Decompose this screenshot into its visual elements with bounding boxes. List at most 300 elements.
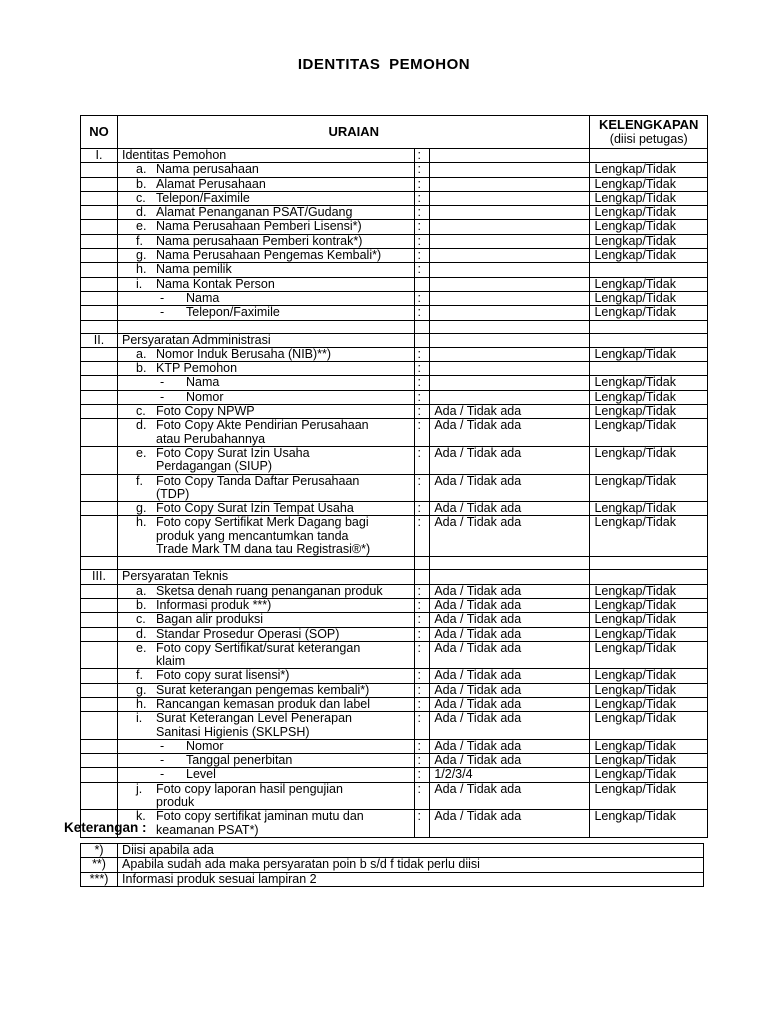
- row-number: [81, 291, 118, 305]
- completeness-cell: Lengkap/Tidak: [590, 697, 708, 711]
- completeness-cell: [590, 149, 708, 163]
- item-label: k.: [136, 809, 146, 824]
- availability-cell: [430, 306, 590, 320]
- table-row: [81, 206, 708, 220]
- row-description: [118, 333, 415, 347]
- item-line: [136, 726, 414, 739]
- item-line: [136, 249, 414, 262]
- row-description: [118, 598, 415, 612]
- colon-cell: :: [414, 516, 430, 557]
- item-text: Persyaratan Admministrasi: [122, 332, 271, 347]
- item-text: Surat Keterangan Level Penerapan: [156, 711, 352, 726]
- item-line: [136, 178, 414, 191]
- row-number: [81, 177, 118, 191]
- colon-cell: :: [414, 627, 430, 641]
- item-text: Foto copy surat lisensi*): [156, 668, 290, 683]
- row-number: [81, 598, 118, 612]
- completeness-cell: Lengkap/Tidak: [590, 669, 708, 683]
- item-label: h.: [136, 262, 147, 277]
- empty-cell: [81, 320, 118, 333]
- row-number: [81, 306, 118, 320]
- availability-cell: [430, 570, 590, 584]
- availability-cell: Ada / Tidak ada: [430, 516, 590, 557]
- availability-cell: Ada / Tidak ada: [430, 405, 590, 419]
- row-number: [81, 683, 118, 697]
- table-row: [81, 446, 708, 474]
- availability-cell: [430, 163, 590, 177]
- note-mark: **): [81, 858, 118, 872]
- item-label: f.: [136, 473, 143, 488]
- item-label: c.: [136, 190, 146, 205]
- item-label: b.: [136, 597, 147, 612]
- item-line: [136, 488, 414, 501]
- item-label: g.: [136, 682, 147, 697]
- table-row: [81, 249, 708, 263]
- empty-cell: [430, 557, 590, 570]
- item-text-continued: (TDP): [156, 486, 190, 501]
- empty-row: [81, 320, 708, 333]
- table-row: [81, 782, 708, 810]
- colon-cell: :: [414, 669, 430, 683]
- item-line: [136, 684, 414, 697]
- availability-cell: Ada / Tidak ada: [430, 669, 590, 683]
- table-row: [81, 627, 708, 641]
- row-description: [118, 163, 415, 177]
- item-text: Sketsa denah ruang penanganan produk: [156, 583, 383, 598]
- completeness-cell: Lengkap/Tidak: [590, 502, 708, 516]
- row-description: [118, 446, 415, 474]
- item-line: [136, 712, 414, 725]
- item-line: [136, 278, 414, 291]
- item-text: Nomor Induk Berusaha (NIB)**): [156, 346, 332, 361]
- item-line: [136, 348, 414, 361]
- empty-cell: [118, 557, 415, 570]
- row-description: [118, 390, 415, 404]
- row-number: [81, 347, 118, 361]
- item-line: [136, 698, 414, 711]
- colon-cell: :: [414, 810, 430, 838]
- header-no: NO: [81, 116, 118, 149]
- item-label: e.: [136, 640, 147, 655]
- row-description: [118, 376, 415, 390]
- row-number: [81, 263, 118, 277]
- availability-cell: Ada / Tidak ada: [430, 584, 590, 598]
- availability-cell: Ada / Tidak ada: [430, 739, 590, 753]
- item-text: Identitas Pemohon: [122, 148, 227, 162]
- row-number: [81, 376, 118, 390]
- item-text: KTP Pemohon: [156, 361, 238, 376]
- note-row: [81, 858, 704, 872]
- completeness-cell: [590, 362, 708, 376]
- table-row: [81, 516, 708, 557]
- colon-cell: :: [414, 249, 430, 263]
- row-description: [118, 347, 415, 361]
- completeness-cell: Lengkap/Tidak: [590, 584, 708, 598]
- row-number: [81, 234, 118, 248]
- item-label: h.: [136, 515, 147, 530]
- item-label: -: [160, 738, 165, 753]
- item-text: Telepon/Faximile: [156, 190, 250, 205]
- item-label: e.: [136, 445, 147, 460]
- completeness-cell: Lengkap/Tidak: [590, 683, 708, 697]
- item-label: h.: [136, 696, 147, 711]
- item-text-continued: Trade Mark TM dana tau Registrasi®*): [156, 542, 371, 557]
- item-line: [136, 376, 414, 389]
- row-description: [118, 697, 415, 711]
- row-description: [118, 234, 415, 248]
- item-line: [136, 585, 414, 598]
- colon-cell: :: [414, 782, 430, 810]
- item-line: [136, 220, 414, 233]
- item-label: b.: [136, 176, 147, 191]
- item-line: [136, 419, 414, 432]
- item-line: [136, 543, 414, 556]
- item-text: Foto Copy NPWP: [156, 404, 255, 419]
- empty-row: [81, 557, 708, 570]
- item-text: Standar Prosedur Operasi (SOP): [156, 626, 340, 641]
- item-text: Level: [186, 767, 216, 782]
- item-text-continued: keamanan PSAT*): [156, 822, 259, 837]
- availability-cell: Ada / Tidak ada: [430, 474, 590, 502]
- availability-cell: [430, 149, 590, 163]
- note-mark: ***): [81, 872, 118, 886]
- availability-cell: [430, 291, 590, 305]
- item-text: Nama Perusahaan Pemberi Lisensi*): [156, 219, 362, 234]
- item-text: Alamat Perusahaan: [156, 176, 266, 191]
- availability-cell: [430, 333, 590, 347]
- availability-cell: [430, 191, 590, 205]
- availability-cell: [430, 249, 590, 263]
- table-row: [81, 419, 708, 447]
- row-number: [81, 206, 118, 220]
- row-description: [118, 277, 415, 291]
- table-row: [81, 163, 708, 177]
- item-line: [136, 613, 414, 626]
- item-text: Foto copy laporan hasil pengujian: [156, 781, 343, 796]
- completeness-cell: Lengkap/Tidak: [590, 206, 708, 220]
- row-number: [81, 277, 118, 291]
- table-header-row: [81, 116, 708, 149]
- item-line: [136, 740, 414, 753]
- row-number: [81, 669, 118, 683]
- table-row: [81, 405, 708, 419]
- completeness-cell: Lengkap/Tidak: [590, 768, 708, 782]
- table-row: [81, 362, 708, 376]
- item-line: [136, 599, 414, 612]
- item-label: i.: [136, 711, 143, 726]
- row-description: [118, 613, 415, 627]
- colon-cell: :: [414, 584, 430, 598]
- item-line: [136, 306, 414, 319]
- completeness-cell: [590, 333, 708, 347]
- item-label: -: [160, 305, 165, 320]
- row-description: [118, 362, 415, 376]
- availability-cell: Ada / Tidak ada: [430, 613, 590, 627]
- item-text-continued: Sanitasi Higienis (SKLPSH): [156, 724, 310, 739]
- completeness-cell: [590, 570, 708, 584]
- item-text: Rancangan kemasan produk dan label: [156, 696, 371, 711]
- item-line: [136, 447, 414, 460]
- item-label: -: [160, 389, 165, 404]
- row-description: [118, 641, 415, 669]
- row-number: [81, 191, 118, 205]
- table-row: [81, 220, 708, 234]
- item-text: Foto Copy Akte Pendirian Perusahaan: [156, 418, 369, 433]
- item-label: -: [160, 753, 165, 768]
- row-number: [81, 627, 118, 641]
- item-text-continued: Perdagangan (SIUP): [156, 459, 273, 474]
- completeness-cell: Lengkap/Tidak: [590, 163, 708, 177]
- item-label: b.: [136, 361, 147, 376]
- colon-cell: :: [414, 712, 430, 740]
- completeness-cell: Lengkap/Tidak: [590, 419, 708, 447]
- completeness-cell: Lengkap/Tidak: [590, 782, 708, 810]
- table-row: [81, 291, 708, 305]
- item-line: [136, 768, 414, 781]
- row-description: [118, 291, 415, 305]
- item-text: Persyaratan Teknis: [122, 569, 229, 584]
- item-label: c.: [136, 404, 146, 419]
- empty-cell: [590, 557, 708, 570]
- notes-table: [80, 843, 704, 887]
- item-label: g.: [136, 501, 147, 516]
- completeness-cell: Lengkap/Tidak: [590, 291, 708, 305]
- colon-cell: :: [414, 263, 430, 277]
- item-line: [136, 655, 414, 668]
- table-row: [81, 306, 708, 320]
- row-number: [81, 220, 118, 234]
- item-label: c.: [136, 612, 146, 627]
- item-line: [136, 475, 414, 488]
- table-row: [81, 234, 708, 248]
- item-text: Foto copy Sertifikat/surat keterangan: [156, 640, 361, 655]
- item-label: f.: [136, 668, 143, 683]
- section-row: [81, 333, 708, 347]
- completeness-cell: Lengkap/Tidak: [590, 474, 708, 502]
- item-line: [136, 405, 414, 418]
- row-number: [81, 149, 118, 163]
- item-text: Nama Kontak Person: [156, 276, 275, 291]
- item-text: Telepon/Faximile: [186, 305, 280, 320]
- note-text: Apabila sudah ada maka persyaratan poin b s/d f tidak perlu diisi: [118, 858, 704, 872]
- row-description: [118, 419, 415, 447]
- colon-cell: [414, 570, 430, 584]
- table-row: [81, 191, 708, 205]
- availability-cell: [430, 362, 590, 376]
- row-description: [118, 627, 415, 641]
- item-text: Surat keterangan pengemas kembali*): [156, 682, 370, 697]
- availability-cell: Ada / Tidak ada: [430, 627, 590, 641]
- item-label: a.: [136, 346, 147, 361]
- row-number: [81, 474, 118, 502]
- row-number: [81, 405, 118, 419]
- availability-cell: [430, 376, 590, 390]
- row-description: [118, 405, 415, 419]
- empty-cell: [81, 557, 118, 570]
- table-row: [81, 502, 708, 516]
- header-kelengkapan-title: KELENGKAPAN: [599, 117, 699, 132]
- completeness-cell: Lengkap/Tidak: [590, 613, 708, 627]
- row-description: [118, 263, 415, 277]
- item-text: Foto copy Sertifikat Merk Dagang bagi: [156, 515, 369, 530]
- colon-cell: :: [414, 306, 430, 320]
- row-number: [81, 613, 118, 627]
- availability-cell: Ada / Tidak ada: [430, 419, 590, 447]
- availability-cell: Ada / Tidak ada: [430, 598, 590, 612]
- empty-cell: [430, 320, 590, 333]
- item-text: Nomor: [186, 389, 224, 404]
- completeness-cell: Lengkap/Tidak: [590, 627, 708, 641]
- completeness-cell: Lengkap/Tidak: [590, 347, 708, 361]
- colon-cell: :: [414, 220, 430, 234]
- availability-cell: [430, 347, 590, 361]
- colon-cell: :: [414, 598, 430, 612]
- table-row: [81, 768, 708, 782]
- availability-cell: Ada / Tidak ada: [430, 697, 590, 711]
- row-description: [118, 739, 415, 753]
- row-description: [118, 177, 415, 191]
- row-number: [81, 754, 118, 768]
- completeness-cell: Lengkap/Tidak: [590, 390, 708, 404]
- item-line: [136, 292, 414, 305]
- availability-cell: [430, 277, 590, 291]
- item-line: [136, 783, 414, 796]
- colon-cell: :: [414, 502, 430, 516]
- table-row: [81, 683, 708, 697]
- item-text: Foto Copy Surat Izin Usaha: [156, 445, 310, 460]
- availability-cell: Ada / Tidak ada: [430, 754, 590, 768]
- completeness-cell: Lengkap/Tidak: [590, 220, 708, 234]
- item-label: g.: [136, 248, 147, 263]
- availability-cell: [430, 220, 590, 234]
- completeness-cell: Lengkap/Tidak: [590, 446, 708, 474]
- colon-cell: :: [414, 390, 430, 404]
- item-text: Bagan alir produksi: [156, 612, 264, 627]
- empty-cell: [414, 320, 430, 333]
- row-description: [118, 669, 415, 683]
- item-line: [136, 810, 414, 823]
- completeness-cell: Lengkap/Tidak: [590, 641, 708, 669]
- completeness-cell: Lengkap/Tidak: [590, 598, 708, 612]
- completeness-cell: Lengkap/Tidak: [590, 306, 708, 320]
- item-line: [136, 263, 414, 276]
- table-row: [81, 697, 708, 711]
- note-row: [81, 844, 704, 858]
- header-kelengkapan-sub: (diisi petugas): [609, 132, 688, 146]
- row-number: [81, 712, 118, 740]
- colon-cell: :: [414, 405, 430, 419]
- availability-cell: [430, 177, 590, 191]
- table-row: [81, 347, 708, 361]
- item-text: Alamat Penanganan PSAT/Gudang: [156, 205, 353, 220]
- table-row: [81, 263, 708, 277]
- item-line: [136, 824, 414, 837]
- colon-cell: :: [414, 234, 430, 248]
- colon-cell: :: [414, 291, 430, 305]
- row-number: [81, 249, 118, 263]
- colon-cell: :: [414, 641, 430, 669]
- item-line: [136, 516, 414, 529]
- item-text: Foto Copy Tanda Daftar Perusahaan: [156, 473, 360, 488]
- item-line: [136, 530, 414, 543]
- section-number: II.: [93, 332, 105, 347]
- item-line: [136, 502, 414, 515]
- item-line: [122, 570, 414, 583]
- row-description: [118, 683, 415, 697]
- item-label: -: [160, 767, 165, 782]
- row-description: [118, 249, 415, 263]
- row-number: [81, 768, 118, 782]
- completeness-cell: Lengkap/Tidak: [590, 810, 708, 838]
- item-text: Nomor: [186, 738, 224, 753]
- item-label: a.: [136, 583, 147, 598]
- row-description: [118, 516, 415, 557]
- row-description: [118, 306, 415, 320]
- row-description: [118, 712, 415, 740]
- row-number: [81, 502, 118, 516]
- availability-cell: [430, 390, 590, 404]
- row-description: [118, 220, 415, 234]
- row-description: [118, 584, 415, 598]
- item-text: Nama pemilik: [156, 262, 232, 277]
- colon-cell: :: [414, 768, 430, 782]
- item-line: [122, 334, 414, 347]
- table-row: [81, 754, 708, 768]
- row-number: [81, 390, 118, 404]
- item-text: Nama perusahaan Pemberi kontrak*): [156, 233, 363, 248]
- row-number: [81, 739, 118, 753]
- item-line: [122, 149, 414, 162]
- colon-cell: :: [414, 362, 430, 376]
- completeness-cell: Lengkap/Tidak: [590, 277, 708, 291]
- item-label: e.: [136, 219, 147, 234]
- item-text: Nama: [186, 375, 220, 390]
- item-line: [136, 163, 414, 176]
- table-row: [81, 177, 708, 191]
- empty-cell: [590, 320, 708, 333]
- section-row: [81, 149, 708, 163]
- colon-cell: :: [414, 191, 430, 205]
- item-text-continued: produk yang mencantumkan tanda: [156, 528, 349, 543]
- item-line: [136, 754, 414, 767]
- item-text: Nama: [186, 290, 220, 305]
- row-number: [81, 446, 118, 474]
- colon-cell: :: [414, 347, 430, 361]
- item-text-continued: produk: [156, 795, 195, 810]
- row-number: [81, 163, 118, 177]
- colon-cell: :: [414, 419, 430, 447]
- completeness-cell: Lengkap/Tidak: [590, 516, 708, 557]
- item-text-continued: atau Perubahannya: [156, 431, 266, 446]
- item-line: [136, 362, 414, 375]
- row-description: [118, 502, 415, 516]
- note-mark: *): [81, 844, 118, 858]
- row-number: [81, 333, 118, 347]
- item-label: f.: [136, 233, 143, 248]
- item-line: [136, 669, 414, 682]
- row-description: [118, 754, 415, 768]
- completeness-cell: Lengkap/Tidak: [590, 405, 708, 419]
- row-description: [118, 782, 415, 810]
- row-number: [81, 570, 118, 584]
- colon-cell: :: [414, 206, 430, 220]
- availability-cell: 1/2/3/4: [430, 768, 590, 782]
- completeness-cell: [590, 263, 708, 277]
- item-text: Informasi produk ***): [156, 597, 272, 612]
- note-text: Informasi produk sesuai lampiran 2: [118, 872, 704, 886]
- availability-cell: Ada / Tidak ada: [430, 782, 590, 810]
- section-row: [81, 570, 708, 584]
